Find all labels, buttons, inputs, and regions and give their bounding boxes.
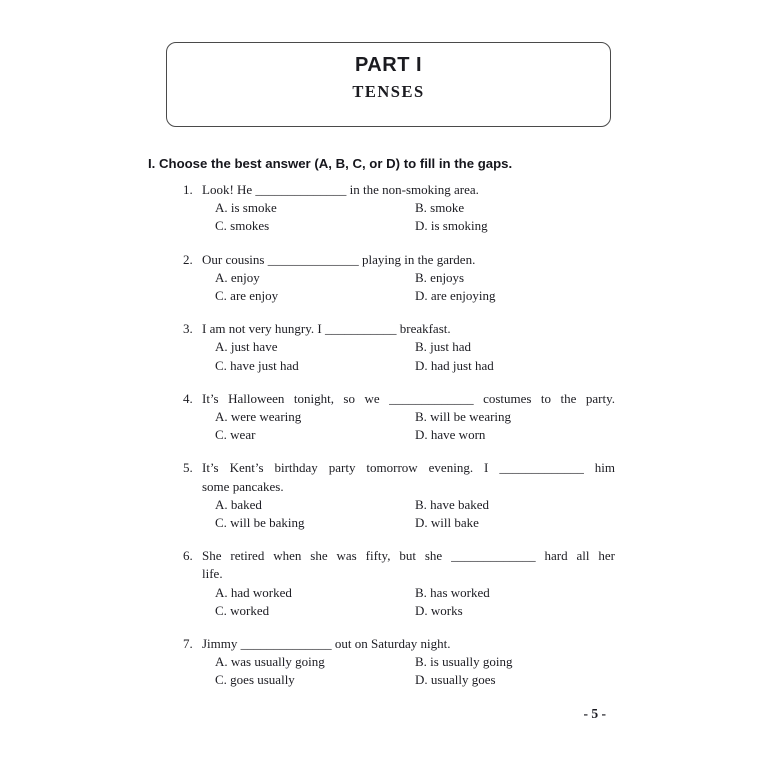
instruction-text: I. Choose the best answer (A, B, C, or D) to fill in the gaps. (148, 156, 513, 171)
question-body (202, 251, 615, 306)
question-text (202, 459, 615, 495)
part-header-box (166, 42, 611, 127)
answer-option: D. usually goes (415, 672, 496, 688)
answer-option: C. worked (215, 602, 270, 618)
answer-option: B. is usually going (415, 654, 513, 670)
answer-option: B. enjoys (415, 269, 465, 285)
answer-option: C. wear (215, 427, 256, 443)
answer-option: C. goes usually (215, 672, 295, 688)
question-item (183, 251, 615, 306)
question-text (202, 635, 615, 653)
answer-option: D. have worn (415, 427, 486, 443)
question-number: 6. (183, 548, 193, 564)
answer-option: D. are enjoying (415, 288, 496, 304)
answer-option: A. is smoke (215, 200, 277, 216)
question-item (183, 547, 615, 620)
question-body (202, 459, 615, 532)
answer-option: C. have just had (215, 357, 299, 373)
question-line: life. (202, 566, 223, 582)
question-text (202, 181, 615, 199)
answer-option: A. were wearing (215, 409, 302, 425)
question-number: 7. (183, 636, 193, 652)
question-item (183, 459, 615, 532)
answer-option: C. are enjoy (215, 288, 279, 304)
answer-options (215, 338, 615, 374)
question-text (202, 547, 615, 583)
question-list (183, 181, 615, 705)
question-line: She retired when she was fifty, but she _____________ hard all her (202, 548, 615, 564)
question-line: Jimmy ______________ out on Saturday night. (202, 636, 451, 652)
question-text (202, 390, 615, 408)
answer-options (215, 269, 615, 305)
answer-options (215, 199, 615, 235)
answer-option: A. just have (215, 339, 278, 355)
question-item (183, 181, 615, 236)
question-number: 1. (183, 182, 193, 197)
question-line: It’s Halloween tonight, so we _____________ costumes to the party. (202, 390, 615, 406)
question-body (202, 320, 615, 375)
question-line: Our cousins ______________ playing in the garden. (202, 251, 476, 267)
answer-option: B. just had (415, 339, 471, 355)
question-body (202, 547, 615, 620)
answer-options (215, 496, 615, 532)
answer-option: C. smokes (215, 218, 270, 234)
answer-options (215, 653, 615, 689)
question-line: It’s Kent’s birthday party tomorrow evening. I _____________ him (202, 460, 615, 476)
answer-options (215, 584, 615, 620)
answer-option: A. had worked (215, 584, 292, 600)
question-line: some pancakes. (202, 478, 284, 494)
question-number: 2. (183, 251, 193, 267)
question-item (183, 390, 615, 445)
question-body (202, 635, 615, 690)
question-text (202, 320, 615, 338)
question-item (183, 635, 615, 690)
question-number: 3. (183, 321, 193, 337)
answer-option: B. will be wearing (415, 409, 512, 425)
answer-option: D. works (415, 602, 463, 618)
answer-option: B. has worked (415, 584, 490, 600)
answer-option: B. have baked (415, 496, 490, 512)
answer-option: A. baked (215, 496, 262, 512)
question-body (202, 390, 615, 445)
answer-option: D. is smoking (415, 218, 488, 234)
question-number: 5. (183, 460, 193, 476)
answer-option: A. was usually going (215, 654, 325, 670)
part-label: PART I (354, 54, 423, 76)
page-number: - 5 - (583, 706, 606, 721)
answer-option: D. will bake (415, 515, 479, 531)
answer-option: A. enjoy (215, 269, 260, 285)
answer-option: D. had just had (415, 357, 494, 373)
question-body (202, 181, 615, 236)
question-line: Look! He ______________ in the non-smoking area. (202, 182, 479, 197)
question-text (202, 251, 615, 269)
question-number: 4. (183, 390, 193, 406)
question-item (183, 320, 615, 375)
section-title: TENSES (352, 82, 425, 101)
answer-option: C. will be baking (215, 515, 305, 531)
answer-option: B. smoke (415, 200, 465, 216)
answer-options (215, 408, 615, 444)
question-line: I am not very hungry. I ___________ breakfast. (202, 321, 451, 337)
